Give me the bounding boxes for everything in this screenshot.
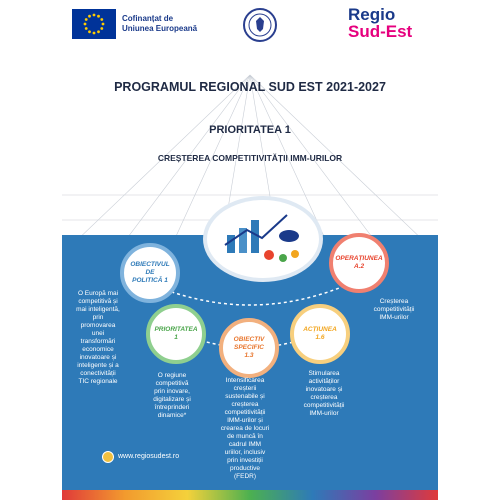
operation-description xyxy=(354,298,434,322)
specific-line: uriilor, inclusiv xyxy=(224,449,266,456)
priority-line: digitalizare și xyxy=(153,396,191,403)
action-line: creșterea xyxy=(310,394,338,401)
policy-line: mai inteligentă, xyxy=(76,306,120,313)
regio-logo-line-2: Sud-Est xyxy=(348,22,413,41)
action-line: inovatoare și xyxy=(305,386,343,393)
specific-line: sustenabile și xyxy=(225,393,265,400)
policy-line: promovarea xyxy=(80,322,116,329)
specific-objective-circle xyxy=(219,318,279,378)
action-circle xyxy=(290,304,350,364)
operation-line: IMM-urilor xyxy=(379,314,409,321)
specific-objective-label-1: OBIECTIV xyxy=(233,336,265,343)
header-logos xyxy=(62,0,438,60)
objective-policy-label-3: POLITICĂ 1 xyxy=(132,277,168,284)
operation-line: competitivității xyxy=(373,306,415,313)
website-link[interactable]: www.regiosudest.ro xyxy=(118,453,180,460)
specific-line: creșterii xyxy=(233,385,257,392)
objective-policy-label-1: OBIECTIVUL xyxy=(130,261,170,268)
priority-line: întreprinderi xyxy=(154,404,190,411)
priority-description xyxy=(134,372,210,420)
action-line: Stimularea xyxy=(308,370,340,377)
priority-label-1: PRIORITATEA xyxy=(154,326,198,333)
action-description xyxy=(284,370,364,418)
region-seal-icon xyxy=(102,451,114,463)
action-label-2: 1.6 xyxy=(315,334,325,341)
policy-line: inteligente și a xyxy=(77,362,119,369)
policy-line: economice xyxy=(82,346,114,353)
regio-logo-line-1: Regio xyxy=(348,5,396,24)
policy-line: competitivă și xyxy=(78,298,118,305)
priority-title: PRIORITATEA 1 xyxy=(209,124,291,136)
specific-line: de muncă în xyxy=(227,433,263,440)
priority-label-2: 1 xyxy=(174,334,178,341)
action-label-1: ACȚIUNEA xyxy=(303,326,337,333)
page-title: PROGRAMUL REGIONAL SUD EST 2021-2027 xyxy=(114,80,386,94)
specific-line: productive xyxy=(230,465,260,472)
policy-line: O Europă mai xyxy=(77,290,119,297)
operation-line: Creșterea xyxy=(379,298,409,305)
policy-line: prin xyxy=(92,314,104,321)
specific-line: crearea de locuri xyxy=(220,425,270,432)
specific-objective-description xyxy=(205,377,285,481)
specific-line: IMM-urilor și xyxy=(227,417,263,424)
operation-label-1: OPERAȚIUNEA xyxy=(335,255,383,262)
priority-line: O regiune xyxy=(157,372,187,379)
operation-circle xyxy=(329,233,389,293)
operation-label-2: A.2 xyxy=(353,263,365,270)
business-graphic xyxy=(207,200,319,278)
priority-subtitle: CREȘTEREA COMPETITIVITĂȚII IMM-URILOR xyxy=(157,153,343,163)
policy-description xyxy=(66,290,130,386)
color-ribbon xyxy=(62,490,438,500)
specific-line: competitivității xyxy=(224,409,266,416)
action-line: competitivității xyxy=(303,402,345,409)
policy-line: conectivității xyxy=(80,370,116,377)
priority-line: dinamice* xyxy=(157,412,187,419)
priority-line: prin inovare, xyxy=(154,388,190,395)
specific-line: Intensificarea xyxy=(225,377,265,384)
priority-line: competitivă xyxy=(155,380,189,387)
eu-line-1: Cofinanțat de xyxy=(122,14,174,23)
objective-policy-label-2: DE xyxy=(145,269,155,276)
policy-line: inovatoare și xyxy=(79,354,117,361)
specific-objective-label-2: SPECIFIC xyxy=(234,344,264,351)
action-line: activităților xyxy=(308,378,340,385)
priority-circle xyxy=(146,304,206,364)
eu-line-2: Uniunea Europeană xyxy=(122,24,198,33)
policy-line: unei xyxy=(91,330,105,337)
poster xyxy=(62,0,438,500)
policy-line: transformări xyxy=(80,338,116,345)
specific-line: cadrul IMM xyxy=(228,441,262,448)
specific-line: (FEDR) xyxy=(233,473,257,480)
policy-line: TIC regionale xyxy=(78,378,118,385)
specific-line: prin investiții xyxy=(227,457,263,464)
action-line: IMM-urilor xyxy=(309,410,339,417)
specific-line: creșterea xyxy=(231,401,259,408)
regio-logo xyxy=(348,6,412,40)
eu-flag-icon xyxy=(72,9,116,39)
specific-objective-label-3: 1.3 xyxy=(244,352,254,359)
government-seal-icon xyxy=(243,8,277,42)
eu-cofinancing-label xyxy=(122,14,197,34)
